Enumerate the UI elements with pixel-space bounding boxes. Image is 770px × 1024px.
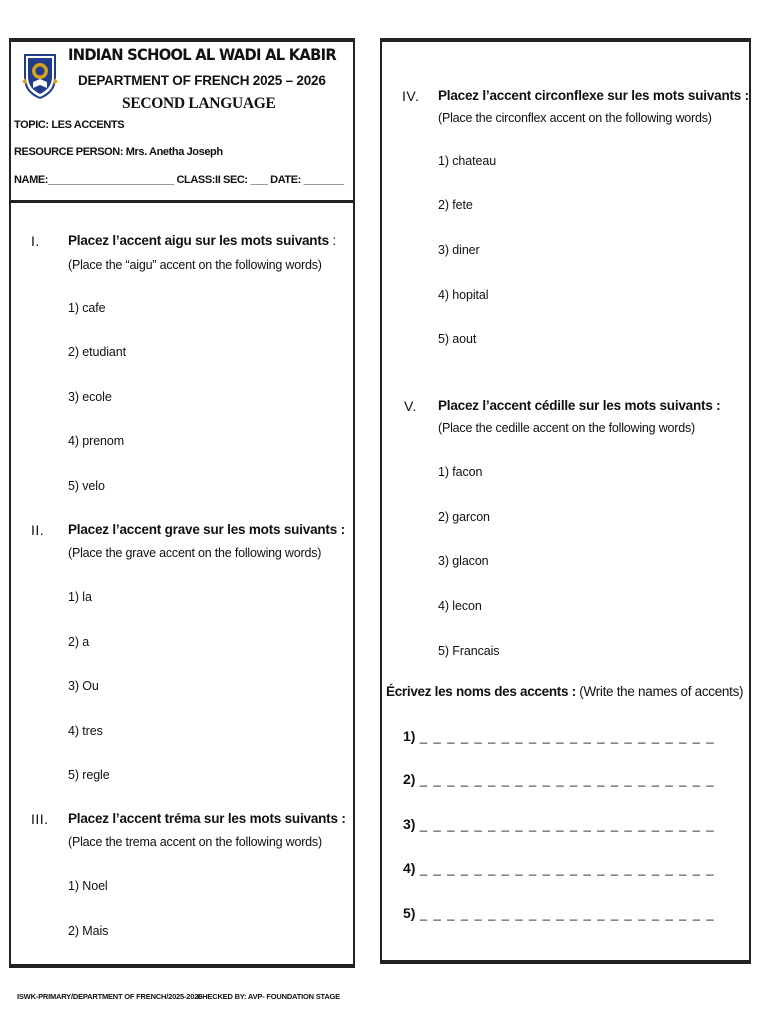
footer-left: ISWK-PRIMARY/DEPARTMENT OF FRENCH/2025-2026 — [17, 992, 203, 1001]
answer-blank[interactable]: _ _ _ _ _ _ _ _ _ _ _ _ _ _ _ _ _ _ _ _ _ _ — [419, 817, 716, 832]
answer-number: 5) — [403, 905, 416, 921]
section-4-item: 4) hopital — [438, 288, 489, 302]
section-2-subtitle: (Place the grave accent on the following words) — [68, 546, 322, 560]
section-5-title: Placez l’accent cédille sur les mots suivants : — [438, 398, 721, 413]
section-1-item: 2) etudiant — [68, 345, 126, 359]
section-4-numeral: IV. — [402, 88, 420, 104]
answer-blank[interactable]: _ _ _ _ _ _ _ _ _ _ _ _ _ _ _ _ _ _ _ _ _ _ — [419, 772, 716, 787]
section-2-item: 5) regle — [68, 768, 110, 782]
section-4-item: 5) aout — [438, 332, 477, 346]
answer-line[interactable] — [403, 816, 715, 834]
section-2-item: 2) a — [68, 635, 90, 649]
section-1-item: 5) velo — [68, 479, 105, 493]
subtitle-second-language: SECOND LANGUAGE — [122, 95, 276, 112]
topic-label: TOPIC: LES ACCENTS — [14, 119, 125, 131]
section-3-subtitle: (Place the trema accent on the following words) — [68, 835, 322, 849]
section-2-item: 4) tres — [68, 724, 103, 738]
footer-right: CHECKED BY: AVP- FOUNDATION STAGE — [197, 992, 340, 1001]
section-3-item: 1) Noel — [68, 879, 108, 893]
answer-blank[interactable]: _ _ _ _ _ _ _ _ _ _ _ _ _ _ _ _ _ _ _ _ _ _ — [419, 729, 716, 744]
section-3-title: Placez l’accent tréma sur les mots suivants : — [68, 811, 346, 826]
section-5-item: 5) Francais — [438, 644, 500, 658]
section-5-subtitle: (Place the cedille accent on the following words) — [438, 421, 696, 435]
name-class-line: NAME:______________________ CLASS:II SEC: ___ DATE: _______ — [14, 174, 344, 186]
section-1-item: 1) cafe — [68, 301, 106, 315]
section-3-numeral: III. — [31, 811, 49, 827]
section-4-item: 3) diner — [438, 243, 480, 257]
answer-number: 2) — [403, 771, 416, 787]
section-5-item: 3) glacon — [438, 554, 489, 568]
school-crest-icon — [22, 52, 58, 100]
department-title: DEPARTMENT OF FRENCH 2025 – 2026 — [78, 73, 326, 88]
section-1-item: 3) ecole — [68, 390, 112, 404]
section-3-item: 2) Mais — [68, 924, 109, 938]
answer-blank[interactable]: _ _ _ _ _ _ _ _ _ _ _ _ _ _ _ _ _ _ _ _ _ _ — [419, 906, 716, 921]
section-1-numeral: I. — [31, 233, 40, 249]
section-2-numeral: II. — [31, 522, 45, 538]
section-4-item: 2) fete — [438, 198, 473, 212]
answer-number: 1) — [403, 728, 416, 744]
section-1-title: Placez l’accent aigu sur les mots suivants : — [68, 233, 337, 248]
section-2-item: 1) la — [68, 590, 92, 604]
resource-person: RESOURCE PERSON: Mrs. Anetha Joseph — [14, 146, 223, 158]
section-5-numeral: V. — [404, 398, 417, 414]
section-1-item: 4) prenom — [68, 434, 125, 448]
section-2-item: 3) Ou — [68, 679, 99, 693]
section-4-title: Placez l’accent circonflexe sur les mots suivants : — [438, 88, 749, 103]
answer-line[interactable] — [403, 860, 715, 878]
answer-line[interactable] — [403, 905, 715, 923]
answer-number: 3) — [403, 816, 416, 832]
section-5-item: 1) facon — [438, 465, 483, 479]
section-4-subtitle: (Place the circonflex accent on the following words) — [438, 111, 712, 125]
answer-line[interactable] — [403, 771, 715, 789]
school-name: INDIAN SCHOOL AL WADI AL KABIR — [68, 45, 336, 64]
write-names-instruction: Écrivez les noms des accents : (Write the names of accents) — [386, 684, 744, 699]
header-separator — [11, 200, 353, 203]
section-5-item: 4) lecon — [438, 599, 482, 613]
section-4-item: 1) chateau — [438, 154, 497, 168]
section-1-subtitle: (Place the “aigu” accent on the following words) — [68, 258, 322, 272]
answer-blank[interactable]: _ _ _ _ _ _ _ _ _ _ _ _ _ _ _ _ _ _ _ _ _ _ — [419, 861, 716, 876]
section-5-item: 2) garcon — [438, 510, 490, 524]
answer-number: 4) — [403, 860, 416, 876]
answer-line[interactable] — [403, 728, 715, 746]
section-2-title: Placez l’accent grave sur les mots suivants : — [68, 522, 345, 537]
